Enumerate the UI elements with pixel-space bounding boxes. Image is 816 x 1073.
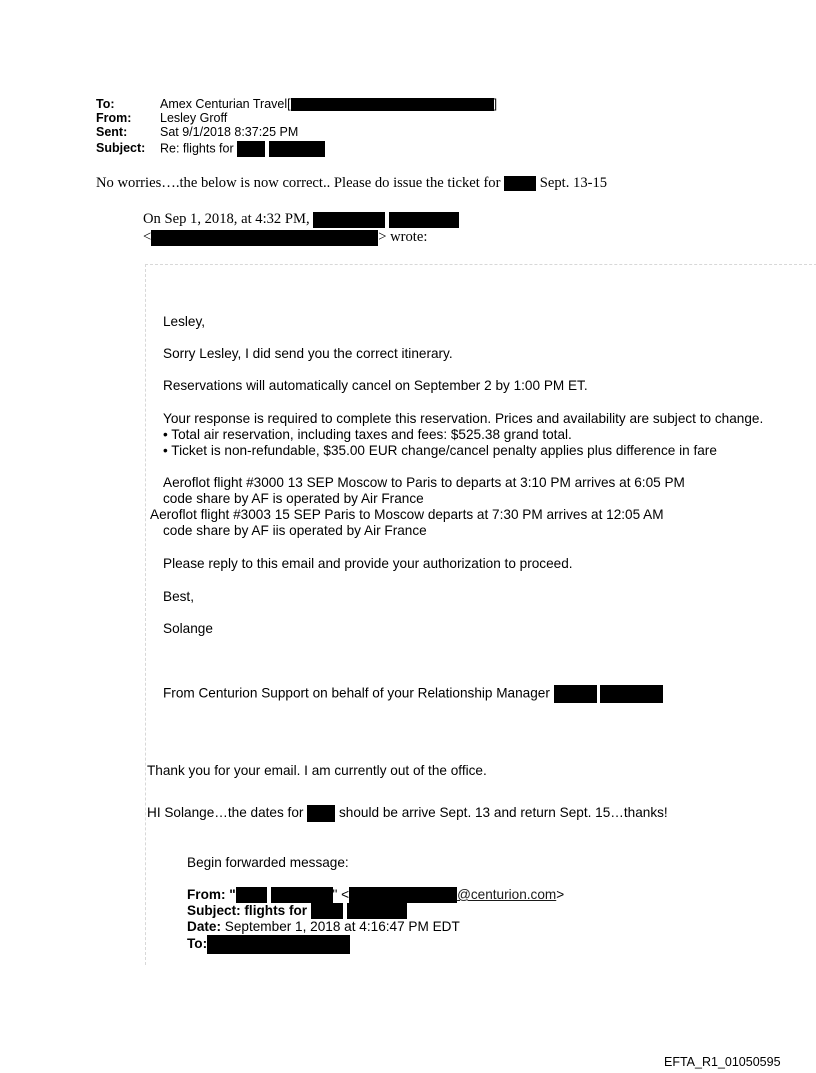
redaction xyxy=(207,935,350,954)
sorry-line: Sorry Lesley, I did send you the correct itinerary. xyxy=(163,346,453,361)
flight-2: Aeroflot flight #3003 15 SEP Paris to Moscow departs at 7:30 PM arrives at 12:05 AM xyxy=(150,507,664,522)
redaction xyxy=(236,887,267,903)
fwd-to-label: To: xyxy=(187,936,208,952)
redaction xyxy=(151,230,378,246)
fwd-from-label: From: " xyxy=(187,887,236,902)
redaction xyxy=(271,887,333,903)
redaction xyxy=(389,212,459,228)
redaction xyxy=(291,98,494,111)
fwd-from-close: > xyxy=(556,887,565,902)
forwarded-to xyxy=(187,935,350,954)
sign-off: Best, xyxy=(163,589,194,604)
forwarded-from xyxy=(187,887,564,903)
dates-message xyxy=(147,805,668,822)
reply-text-a: No worries….the below is now correct.. Please do issue the ticket for xyxy=(96,175,501,191)
redaction xyxy=(311,903,343,919)
flight-1: Aeroflot flight #3000 13 SEP Moscow to Paris to departs at 3:10 PM arrives at 6:05 PM xyxy=(163,475,685,490)
document-id: EFTA_R1_01050595 xyxy=(664,1055,781,1069)
fwd-subject-label: Subject: flights for xyxy=(187,903,308,918)
redaction xyxy=(313,212,385,228)
from-label: From: xyxy=(96,111,132,125)
reply-request: Please reply to this email and provide your authorization to proceed. xyxy=(163,556,573,571)
sent-label: Sent: xyxy=(96,125,128,139)
to-value: Amex Centurian Travel[ xyxy=(160,97,291,111)
greeting: Lesley, xyxy=(163,314,206,329)
quote-intro-text: On Sep 1, 2018, at 4:32 PM, xyxy=(143,211,310,227)
subject-value: Re: flights for xyxy=(160,141,234,156)
fwd-from-mid: " < xyxy=(332,887,350,902)
response-required: Your response is required to complete this reservation. Prices and availability are subject to change. xyxy=(163,411,764,426)
redaction xyxy=(600,685,663,703)
fwd-date-label: Date: xyxy=(187,919,221,934)
sent-value: Sat 9/1/2018 8:37:25 PM xyxy=(160,125,299,139)
header-from xyxy=(96,111,227,125)
redaction xyxy=(237,141,265,157)
redaction xyxy=(347,903,407,919)
quote-wrote: > wrote: xyxy=(378,229,428,245)
signature: Solange xyxy=(163,621,213,636)
bullet-refund: • Ticket is non-refundable, $35.00 EUR change/cancel penalty applies plus difference in fare xyxy=(163,443,717,458)
from-value: Lesley Groff xyxy=(160,111,228,125)
centurion-line xyxy=(163,685,663,703)
dates-text-b: should be arrive Sept. 13 and return Sept. 15…thanks! xyxy=(338,805,668,821)
header-sent xyxy=(96,125,298,139)
to-label: To: xyxy=(96,97,115,111)
centurion-text: From Centurion Support on behalf of your Relationship Manager xyxy=(163,685,550,701)
auto-reply: Thank you for your email. I am currently out of the office. xyxy=(147,763,487,778)
quote-intro-line1 xyxy=(143,211,459,228)
flight-2-share: code share by AF iis operated by Air France xyxy=(163,523,427,538)
redaction xyxy=(307,805,335,822)
redaction xyxy=(349,887,457,903)
quote-open: < xyxy=(143,229,152,245)
bullet-total: • Total air reservation, including taxes and fees: $525.38 grand total. xyxy=(163,427,572,442)
forwarded-subject xyxy=(187,903,407,919)
flight-1-share: code share by AF is operated by Air France xyxy=(163,491,424,506)
redaction xyxy=(554,685,597,703)
redaction xyxy=(269,141,325,157)
reply-text-b: Sept. 13-15 xyxy=(539,175,608,191)
fwd-date-value: September 1, 2018 at 4:16:47 PM EDT xyxy=(224,919,460,934)
reply-line xyxy=(96,175,607,192)
centurion-email-link[interactable]: @centurion.com xyxy=(457,887,557,902)
header-to xyxy=(96,97,497,111)
begin-forwarded: Begin forwarded message: xyxy=(187,855,349,870)
to-close: ] xyxy=(493,97,498,111)
dates-text-a: HI Solange…the dates for xyxy=(147,805,304,821)
header-subject xyxy=(96,141,325,157)
quote-intro-line2 xyxy=(143,229,427,246)
subject-label: Subject: xyxy=(96,141,146,156)
forwarded-date xyxy=(187,919,460,934)
redaction xyxy=(504,176,536,191)
cancel-notice: Reservations will automatically cancel on September 2 by 1:00 PM ET. xyxy=(163,378,588,393)
